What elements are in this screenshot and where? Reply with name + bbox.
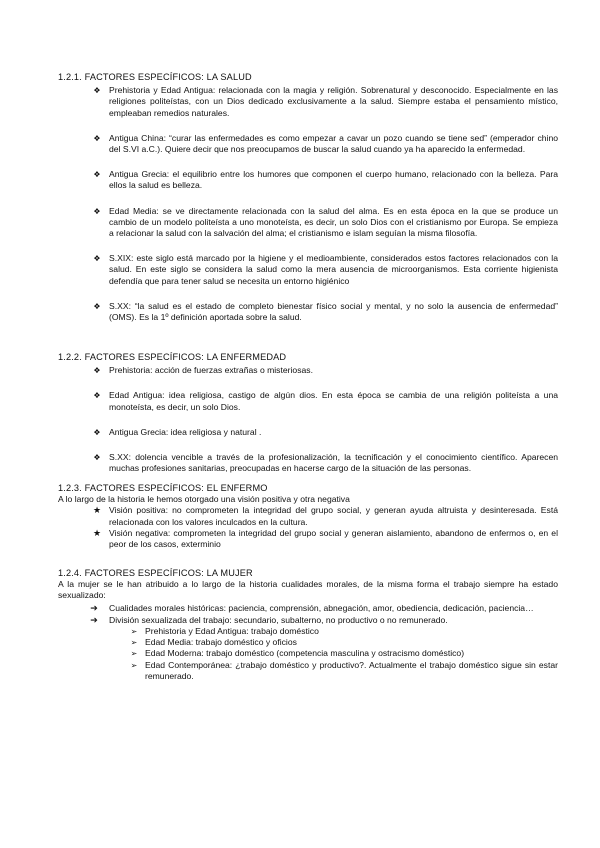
list-item: [58, 615, 558, 626]
diamond-bullet-icon: ❖: [93, 427, 101, 437]
section-heading: 1.2.4. FACTORES ESPECÍFICOS: LA MUJER: [58, 568, 253, 578]
sub-list-item-text: Edad Moderna: trabajo doméstico (competencia masculina y ostracismo doméstico): [145, 648, 465, 659]
diamond-bullet-icon: ❖: [93, 366, 101, 376]
section-intro: A la mujer se le han atribuido a lo largo de la historia cualidades morales, de la misma forma el trabajo siempre ha estado sexualizado:: [58, 579, 558, 601]
diamond-bullet-icon: ❖: [93, 453, 101, 463]
arrow-bullet-icon: ➔: [90, 602, 98, 613]
list-item: [58, 206, 558, 240]
section-salud: [58, 72, 558, 323]
list-item-text: Cualidades morales históricas: paciencia, comprensión, abnegación, amor, obediencia, dedicación, paciencia…: [109, 602, 534, 613]
arrow-bullet-icon: ➔: [90, 614, 98, 625]
diamond-bullet-icon: ❖: [93, 391, 101, 401]
list-item-text: Antigua China: “curar las enfermedades es como empezar a cavar un pozo cuando se tiene sed” (emperador chino del S.VI a.C.). Quiere decir que nos preocupamos de buscar la salud cuando ya ha aparecido la enfermedad.: [109, 132, 558, 155]
star-bullet-icon: ★: [92, 527, 102, 538]
list-item-text: División sexualizada del trabajo: secundario, subalterno, no productivo o no remunerado.: [109, 614, 448, 625]
diamond-bullet-icon: ❖: [93, 133, 101, 143]
arrowhead-bullet-icon: ➢: [130, 649, 138, 659]
diamond-bullet-icon: ❖: [93, 86, 101, 96]
sub-list-item-text: Edad Contemporánea: ¿trabajo doméstico y productivo?. Actualmente el trabajo doméstico sigue sin estar remunerado.: [145, 659, 558, 681]
list-item-text: Prehistoria y Edad Antigua: relacionada con la magia y religión. Sobrenatural y desconocido. Especialmente en las religiones politeístas, con un Dios dedicado exclusivamente a la salud. Siempre estaba el pensamiento místico, empleaban remedios naturales.: [109, 85, 558, 118]
section-heading: 1.2.1. FACTORES ESPECÍFICOS: LA SALUD: [58, 72, 252, 82]
list-item: [58, 301, 558, 323]
list-item: [58, 427, 558, 438]
section-mujer: [58, 568, 558, 682]
diamond-bullet-icon: ❖: [93, 170, 101, 180]
diamond-bullet-icon: ❖: [93, 254, 101, 264]
list-item-text: Visión positiva: no comprometen la integridad del grupo social, y generan ayuda altruista y desinteresada. Está relacionada con los valores inculcados en la cultura.: [109, 505, 558, 527]
diamond-bullet-icon: ❖: [93, 206, 101, 216]
list-item: [58, 169, 558, 191]
sub-list-item: [58, 637, 558, 648]
section-heading: 1.2.2. FACTORES ESPECÍFICOS: LA ENFERMEDAD: [58, 352, 287, 362]
list-item: [58, 85, 558, 119]
list-item: [58, 603, 558, 614]
sub-list-item-text: Prehistoria y Edad Antigua: trabajo doméstico: [145, 626, 319, 637]
list-item: [58, 452, 558, 474]
arrowhead-bullet-icon: ➢: [130, 638, 138, 648]
list-item: [58, 505, 558, 527]
list-item: [58, 365, 558, 376]
list-item-text: Antigua Grecia: idea religiosa y natural .: [109, 426, 262, 437]
sub-list-item: [58, 648, 558, 659]
list-item-text: Visión negativa: comprometen la integridad del grupo social y generan aislamiento, abandono de enfermos o, en el peor de los casos, exterminio: [109, 527, 558, 550]
list-item: [58, 253, 558, 287]
list-item-text: Edad Antigua: idea religiosa, castigo de algún dios. En esta época se cambia de una religión politeísta a una monoteísta, es decir, un solo Dios.: [109, 390, 558, 412]
list-item: [58, 133, 558, 155]
section-heading: 1.2.3. FACTORES ESPECÍFICOS: EL ENFERMO: [58, 483, 268, 493]
star-bullet-icon: ★: [92, 505, 102, 516]
section-intro: A lo largo de la historia le hemos otorgado una visión positiva y otra negativa: [58, 494, 350, 505]
arrowhead-bullet-icon: ➢: [130, 627, 138, 637]
sub-list-item: [58, 660, 558, 682]
list-item-text: Antigua Grecia: el equilibrio entre los humores que componen el cuerpo humano, relacionado con la belleza. Para ellos la salud es belleza.: [109, 169, 558, 191]
list-item: [58, 528, 558, 550]
list-item-text: Prehistoria: acción de fuerzas extrañas o misteriosas.: [109, 365, 313, 376]
list-item-text: S.XX: dolencia vencible a través de la profesionalización, la tecnificación y el conocimiento científico. Aparecen muchas profesiones sanitarias, preocupadas en hacerse cargo de la situación de las personas.: [109, 452, 558, 474]
list-item-text: Edad Media: se ve directamente relacionada con la salud del alma. Es en esta época en la que se produce un cambio de un modelo politeísta a uno monoteísta, es decir, un solo Dios con el cristianismo por Europa. Se empieza a relacionar la salud con la salvación del alma; el cristianismo e islam seguían la misma filosofía.: [109, 205, 558, 239]
section-enfermedad: [58, 352, 558, 474]
section-enfermo: [58, 483, 558, 550]
list-item: [58, 390, 558, 412]
diamond-bullet-icon: ❖: [93, 301, 101, 311]
list-item-text: S.XX: “la salud es el estado de completo bienestar físico social y mental, y no solo la ausencia de enfermedad” (OMS). Es la 1º definición aportada sobre la salud.: [109, 300, 558, 323]
list-item-text: S.XIX: este siglo está marcado por la higiene y el medioambiente, considerados estos factores relacionados con la salud. En este siglo se considera la salud como la mera ausencia de microorganismos. Esta corriente higienista defendía que para tener salud se necesita un entorno higiénico: [109, 253, 558, 286]
sub-list-item: [58, 626, 558, 637]
sub-list-item-text: Edad Media: trabajo doméstico y oficios: [145, 637, 297, 648]
arrowhead-bullet-icon: ➢: [130, 660, 138, 670]
